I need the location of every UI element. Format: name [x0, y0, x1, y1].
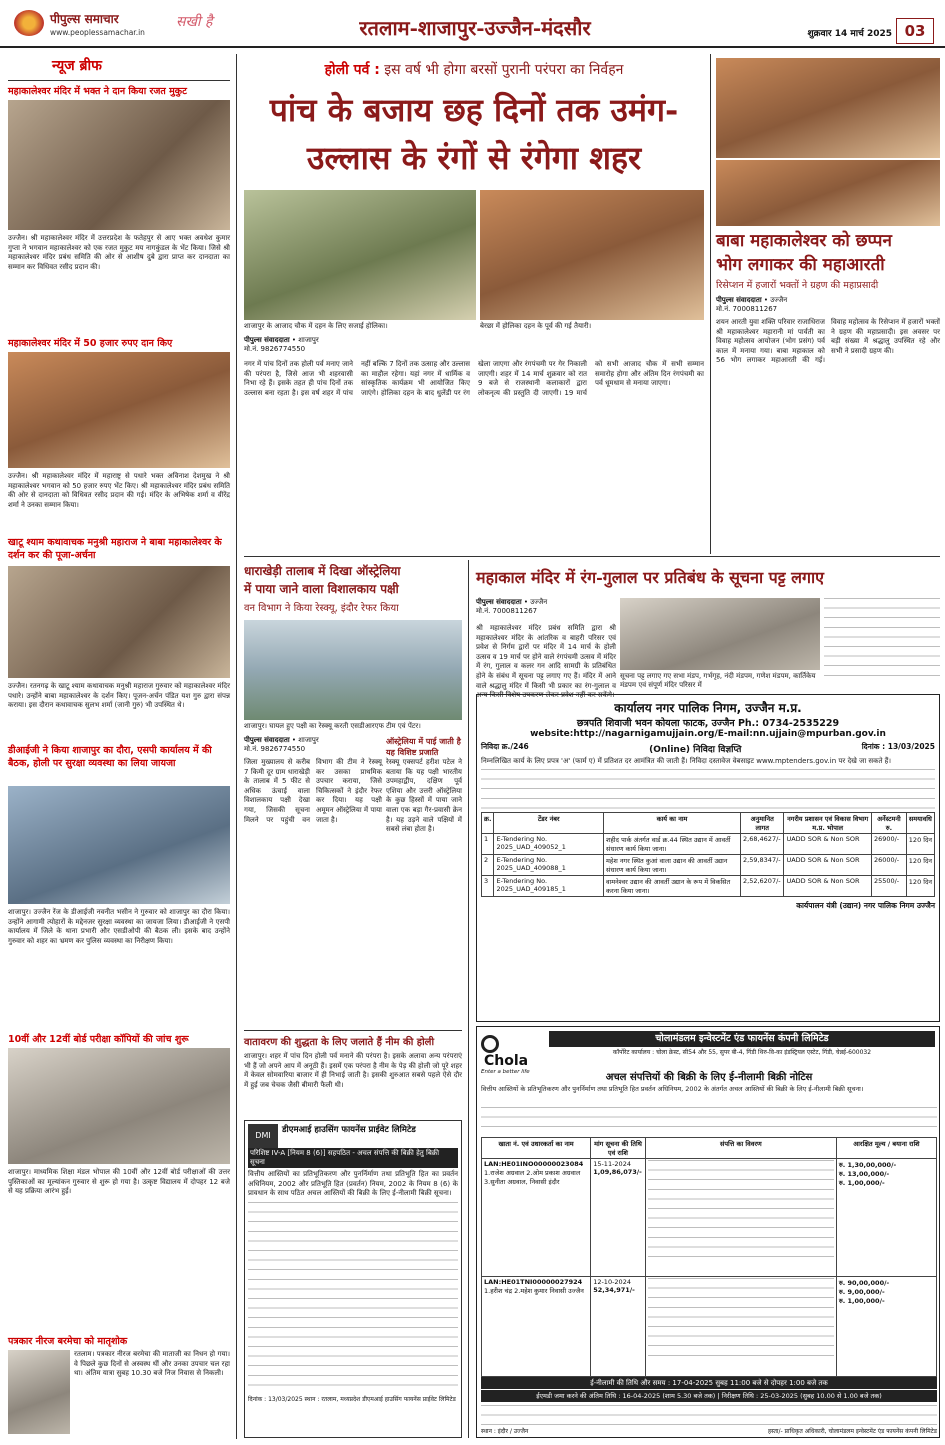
- lead-byline: पीपुल्स संवाददाता • शाजापुर: [244, 336, 319, 344]
- brief-headline-6: पत्रकार नीरज बरमेचा को मातृशोक: [8, 1336, 128, 1347]
- chola-amount: 52,34,971/-: [593, 1286, 635, 1294]
- dhara-headline-line-2: में पाया जाने वाला विशालकाय पक्षी: [244, 582, 399, 596]
- cell: 25500/-: [871, 875, 906, 896]
- chola-logo-tag: Enter a better life: [481, 1069, 530, 1075]
- dhara-byline-box: [244, 736, 354, 756]
- brief-photo-5: [8, 1048, 230, 1164]
- dhara-subhead: वन विभाग ने किया रेस्क्यू, इंदौर रेफर किया: [244, 603, 399, 614]
- table-row: [482, 833, 935, 854]
- chola-footer-sign: हस्ता/- प्राधिकृत अधिकारी, चोलामंडलम इन्वेस्टमेंट एंड फायनेंस कंपनी लिमिटेड: [767, 1428, 937, 1435]
- cell: 120 दिन: [906, 875, 934, 896]
- chola-borrowers: 1.राजेश अग्रवाल 2.ओम प्रकाश अग्रवाल 3.सुनीता अग्रवाल, निवासी इंदौर: [484, 1169, 581, 1186]
- dhara-sidebar: [386, 736, 462, 1026]
- cell: 2,59,8347/-: [741, 854, 784, 875]
- tender-signature: कार्यपालन यंत्री (उद्यान) नगर पालिक निगम उज्जैन: [796, 900, 935, 910]
- cell: 26000/-: [871, 854, 906, 875]
- chola-emd: रु. 13,00,000/-: [838, 1170, 890, 1178]
- section-title-text: रतलाम-शाजापुर-उज्जैन-मंदसौर: [359, 16, 591, 40]
- lead-photo-caption-2: बेरछा में होलिका दहन के पूर्व की गई तैयारी।: [480, 322, 592, 330]
- lead-body: नगर में पांच दिनों तक होली पर्व मनाए जाने की परंपरा है, जिसे आज भी शहरवासी निभा रहे हैं। इसके तहत ही पांच दिनों तक उल्लास बना रहता है। इस वर्ष शहर में पांच नहीं बल्कि 7 दिनों तक उत्साह और उल्लास का माहौल रहेगा। यहां नगर में धार्मिक व सांस्कृतिक कार्यक्रम भी आयोजित किए जाएंगे। होलिका दहन के बाद धुलेंडी पर रंग खेला जाएगा और रंगपंचमी पर गेर निकाली जाएगी। शहर में 14 मार्च शुक्रवार को रात 9 बजे से राजस्थानी कलाकारों द्वारा लोकनृत्य की प्रस्तुति दी जाएगी। 19 मार्च को सभी आजाद चौक में सभी सम्मान समारोह होगा और अंतिम दिन रंगपंचमी का पर्व धूमधाम से मनाया जाएगा।: [244, 360, 704, 397]
- cell: [591, 1277, 646, 1377]
- dhara-headline-line-1: धाराखेड़ी तालाब में दिखा ऑस्ट्रेलिया: [244, 564, 401, 578]
- lead-headline-line-1: पांच के बजाय छह दिनों तक उमंग-: [269, 91, 679, 129]
- tender-notice: [476, 694, 940, 1022]
- th-tender: टेंडर नंबर: [494, 812, 604, 833]
- dhara-sidebar-title-2: यह विशिष्ट प्रजाति: [386, 748, 439, 757]
- tender-ref-date: दिनांक : 13/03/2025: [861, 742, 935, 751]
- tender-address: छत्रपति शिवाजी भवन कोयला फाटक, उज्जैन Ph.: 0734-2535229: [576, 718, 840, 729]
- divider: [8, 80, 230, 81]
- chola-logo: [481, 1031, 545, 1075]
- dhara-photo: [244, 620, 462, 720]
- cell: 120 दिन: [906, 854, 934, 875]
- masthead: [0, 0, 945, 48]
- column-divider: [468, 560, 469, 1438]
- th-account: खाता नं. एवं उधारकर्ता का नाम: [482, 1138, 591, 1159]
- brief-headline-3: खाटू श्याम कथावाचक मनुश्री महाराज ने बाबा महाकालेश्वर के दर्शन कर की पूजा-अर्चना: [8, 537, 222, 561]
- dhara-body: जिला मुख्यालय से करीब 7 किमी दूर ग्राम धाराखेड़ी के तालाब में 5 फीट से अधिक ऊंचाई वाला विशालकाय पक्षी देखा गया, जिसकी सूचना मिलने पर पहुंची वन विभाग की टीम ने रेस्क्यू कर उसका प्राथमिक उपचार कराया, जिसे चिकित्सकों ने इंदौर रेफर कर दिया। यह पक्षी अमूमन ऑस्ट्रेलिया में पाया जाता है।: [244, 758, 382, 824]
- chola-terms: [481, 1405, 937, 1425]
- dmi-body: वित्तीय आस्तियों का प्रतिभूतिकरण और पुनर्निर्माण तथा प्रतिभूति हित का प्रवर्तन अधिनियम, 2002 और प्रतिभूति हित (प्रवर्तन) नियम, 2002 के नियम 8 (6) के प्रावधान के साथ पठित अचल आस्तियों की बिक्री के लिए ई-नीलामी बिक्री सूचना।: [248, 1170, 458, 1198]
- bhog-byline-name: पीपुल्स संवाददाता: [716, 296, 762, 304]
- table-row: [482, 1277, 937, 1377]
- lead-kicker: [244, 60, 704, 82]
- dmi-company: डीएमआई हाउसिंग फायनेंस प्राईवेट लिमिटेड: [282, 1125, 416, 1135]
- cell: 3: [482, 875, 494, 896]
- table-row: [482, 1159, 937, 1277]
- brief-photo-4: [8, 786, 230, 904]
- chola-property-text: [648, 1278, 834, 1360]
- bhog-byline: पीपुल्स संवाददाता • उज्जैन: [716, 296, 788, 304]
- cell: UADD SOR & Non SOR: [784, 854, 872, 875]
- cell: [836, 1159, 936, 1277]
- chola-amount: 1,09,86,073/-: [593, 1168, 642, 1176]
- cell: 26900/-: [871, 833, 906, 854]
- cell: UADD SOR & Non SOR: [784, 875, 872, 896]
- brief-photo-6: [8, 1350, 70, 1434]
- lead-kicker-text: इस वर्ष भी होगा बरसों पुरानी परंपरा का निर्वहन: [379, 62, 624, 78]
- chola-reserve: रु. 1,30,00,000/-: [838, 1161, 897, 1169]
- brief-headline-5: 10वीं और 12वीं बोर्ड परीक्षा कॉपियों की जांच शुरू: [8, 1034, 189, 1045]
- chola-footer-place: स्थान : इंदौर / उज्जैन: [481, 1428, 529, 1435]
- dhara-sidebar-title-1: ऑस्ट्रेलिया में पाई जाती है: [386, 737, 461, 746]
- gulal-headline: महाकाल मंदिर में रंग-गुलाल पर प्रतिबंध के सूचना पट्ट लगाए: [476, 568, 825, 587]
- brief-body-2: उज्जैन। श्री महाकालेश्वर मंदिर में महाराष्ट्र से पधारे भक्त अविनाश देशमुख ने श्री महाकालेश्वर भगवान को 50 हजार रुपए भेंट किए। श्री महाकालेश्वर मंदिर प्रबंध समिति की ओर से दानदाता को विधिवत रसीद प्रदान की गई। मंदिर के अभिषेक शर्मा व वीरेंद्र शर्मा ने उनका सम्मान किया।: [8, 472, 230, 509]
- cell: 1: [482, 833, 494, 854]
- chola-borrowers: 1.हरीश चंद्र 2.महेश कुमार निवासी उज्जैन: [484, 1287, 584, 1295]
- gulal-body-col-1: श्री महाकालेश्वर मंदिर प्रबंध समिति द्वारा श्री महाकालेश्वर मंदिर के आंतरिक व बाहरी परिसर एवं प्रवेश से निर्गम द्वारों पर मंदिर में 14 मार्च के होली उत्सव व 19 मार्च पर होने वाले रंगपंचमी उत्सव में मंदिर में रंग, गुलाल व कलर गन आदि सामग्री के प्रतिबंधित होने के संबंध में सूचना पट्ट लगाए गए हैं। मंदिर में आने वाले श्रद्धालु मंदिर में किसी भी प्रकार का रंग-गुलाल व अन्य किसी विशेष उपकरण लेकर प्रवेश नहीं कर सकेंगे।: [476, 624, 616, 700]
- th-demand: मांग सूचना की तिथि एवं राशि: [591, 1138, 646, 1159]
- th-property: संपत्ति का विवरण: [645, 1138, 836, 1159]
- lead-byline-place: शाजापुर: [298, 336, 319, 344]
- tender-table-header: [482, 812, 935, 833]
- cell: [591, 1159, 646, 1277]
- bhog-photo-1: [716, 58, 940, 158]
- gulal-body-col-2: [824, 598, 940, 688]
- cell: [482, 1277, 591, 1377]
- lead-photo-1: [244, 190, 476, 320]
- lead-byline-box: [244, 336, 354, 358]
- tender-notice-title: (Online) निविदा विज्ञप्ति: [649, 745, 742, 755]
- cell: E-Tendering No. 2025_UAD_409088_1: [494, 854, 604, 875]
- tender-ref-row: [481, 742, 935, 755]
- gulal-byline-place: उज्जैन: [530, 598, 548, 606]
- chola-fine-print: [481, 1107, 937, 1133]
- brief-body-3: उज्जैन। रतनगढ़ के खाटू श्याम कथावाचक मनुश्री महाराज गुरुवार को महाकालेश्वर मंदिर पधारे। उन्होंने बाबा महाकालेश्वर के दर्शन किए। पूजन-अर्चन पंडित यश गुरु द्वारा संपन्न कराया। इस दौरान कथावाचक सुलभ शर्मा (जानी गुरु) भी उपस्थित थे।: [8, 682, 230, 710]
- gulal-photo: [620, 598, 820, 670]
- chola-notice-title: अचल संपत्तियों की बिक्री के लिए ई-नीलामी बिक्री नोटिस: [605, 1072, 813, 1083]
- lead-kicker-label: होली पर्व :: [324, 62, 380, 78]
- th-reserve: आरक्षित मूल्य / बयाना राशि: [836, 1138, 936, 1159]
- cell: वामनेश्वर उद्यान की आवर्ती उद्यान के रूप में विकसित करना किया जाना।: [604, 875, 741, 896]
- cell: 120 दिन: [906, 833, 934, 854]
- chola-emd: रु. 9,00,000/-: [838, 1288, 885, 1296]
- tagline: सखी है: [176, 14, 213, 30]
- bhog-body: शयन आरती युवा शक्ति परिवार राजाधिराज श्री महाकालेश्वर महारानी मां पार्वती का विवाह महोत्सव आयोजन (भोग प्रसंग) पर्व काल में मनाया गया। बाबा महाकाल को 56 भोग लगाकर महाआरती की गई। विवाह महोत्सव के रिसेप्शन में हजारों भक्तों ने ग्रहण की महाप्रसादी। इस अवसर पर बड़ी संख्या में श्रद्धालु उपस्थित रहे और सभी ने प्रसादी ग्रहण की।: [716, 318, 940, 365]
- dhara-mobile: मो.नं. 9826774550: [244, 745, 306, 753]
- chola-reserve: रु. 90,00,000/-: [838, 1279, 890, 1287]
- lead-photo-caption-1: शाजापुर के आजाद चौक में दहन के लिए सजाई होलिका।: [244, 322, 388, 330]
- bhog-headline-line-2: भोग लगाकर की महाआरती: [716, 255, 885, 275]
- cell: UADD SOR & Non SOR: [784, 833, 872, 854]
- chola-notice-date: 15-11-2024: [593, 1160, 631, 1168]
- column-divider: [236, 54, 237, 1439]
- brief-body-1: उज्जैन। श्री महाकालेश्वर मंदिर में उत्तरप्रदेश के फतेहपुर से आए भक्त अवधेश कुमार गुप्ता ने भगवान महाकालेश्वर को एक रजत मुकुट मय नागकुंडल के भेंट किया। जिसे श्री महाकालेश्वर मंदिर प्रबंध समिति की ओर से आशीष दुबे द्वारा प्राप्त कर दानदाता का सम्मान कर विधिवत रसीद प्रदान की।: [8, 234, 230, 271]
- chola-table: [481, 1137, 937, 1377]
- table-row: [482, 854, 935, 875]
- chola-company: चोलामंडलम इन्वेस्टमेंट एंड फायनेंस कंपनी लिमिटेड: [549, 1031, 935, 1047]
- chola-property-text: [648, 1160, 834, 1260]
- tender-office: कार्यालय नगर पालिक निगम, उज्जैन म.प्र.: [614, 701, 802, 715]
- dhara-byline-place: शाजापुर: [298, 736, 319, 744]
- cell: 2,52,6207/-: [741, 875, 784, 896]
- news-brief-column: [8, 54, 230, 1439]
- brief-headline-4: डीआईजी ने किया शाजापुर का दौरा, एसपी कार्यालय में की बैठक, होली पर सुरक्षा व्यवस्था का लिया जायजा: [8, 745, 212, 769]
- brief-headline-1: महाकालेश्वर मंदिर में भक्त ने दान किया रजत मुकुट: [8, 86, 187, 97]
- chola-increment: रु. 1,00,000/-: [838, 1297, 885, 1305]
- chola-emd-line: ईएमडी जमा करने की अंतिम तिथि : 16-04-2025 (शाम 5.30 बजे तक) | निरीक्षण तिथि : 25-03-2025 (सुबह 10.00 से 1.00 बजे तक): [481, 1390, 937, 1402]
- column-divider: [710, 54, 711, 554]
- tender-table: [481, 812, 935, 897]
- chola-logo-icon: [481, 1035, 499, 1053]
- paper-website[interactable]: www.peoplessamachar.in: [50, 28, 145, 37]
- dhara-byline-name: पीपुल्स संवाददाता: [244, 736, 290, 744]
- cell: 2: [482, 854, 494, 875]
- section-title: [240, 14, 710, 44]
- cell: महेश नगर स्थित कुआं वाला उद्यान की आवर्ती उद्यान संधारण कार्य किया जाना।: [604, 854, 741, 875]
- dhara-photo-caption: शाजापुर। घायल हुए पक्षी का रेस्क्यू करती एसडीआरएफ टीम एवं पेंटर।: [244, 722, 421, 730]
- chola-notice: [476, 1026, 940, 1438]
- cell: [645, 1277, 836, 1377]
- bhog-mobile: मो.नं. 7000811267: [716, 305, 778, 313]
- dmi-logo: DMI: [248, 1124, 278, 1148]
- chola-account: LAN:HE01INO00000023084: [484, 1160, 584, 1168]
- tender-website[interactable]: website:http://nagarnigamujjain.org/E-mail:nn.ujjain@mpurban.gov.in: [530, 729, 886, 739]
- bhog-subhead: रिसेप्शन में हजारों भक्तों ने ग्रहण की महाप्रसादी: [716, 280, 879, 291]
- chola-account: LAN:HE01TNI00000027924: [484, 1278, 583, 1286]
- gulal-byline-name: पीपुल्स संवाददाता: [476, 598, 522, 606]
- th-emd: अर्नेस्टमनी रु.: [871, 812, 906, 833]
- brief-body-5: शाजापुर। माध्यमिक शिक्षा मंडल भोपाल की 10वीं और 12वीं बोर्ड परीक्षाओं की उत्तर पुस्तिकाओं का मूल्यांकन गुरुवार से शुरू हो गया है। उत्कृष्ट विद्यालय में दोपहर 12 बजे से यह प्रक्रिया आरंभ हुई।: [8, 1168, 230, 1196]
- chola-intro: वित्तीय आस्तियों के प्रतिभूतिकरण और पुनर्निर्माण तथा प्रतिभूति हित प्रवर्तन अधिनियम, 2002 के अंतर्गत अचल आस्तियों की बिक्री के लिए ई-नीलामी बिक्री सूचना।: [481, 1085, 864, 1093]
- brief-photo-2: [8, 352, 230, 468]
- cell: [482, 1159, 591, 1277]
- bhog-byline-place: उज्जैन: [770, 296, 788, 304]
- dhara-sidebar-body: रेस्क्यू एक्सपर्ट हरीश पटेल ने बताया कि यह पक्षी भारतीय उपमहाद्वीप, दक्षिण पूर्व एशिया और उत्तरी ऑस्ट्रेलिया के कुछ हिस्सों में पाया जाने वाला एक बड़ा गैर-प्रवासी क्रेन है। यह उड़ने वाले पक्षियों में सबसे लंबा होता है।: [386, 758, 462, 834]
- neem-body: शाजापुर। शहर में पांच दिन होली पर्व मनाने की परंपरा है। इसके अलावा अन्य परंपराएं भी हैं जो अपने आप में अनूठी हैं। इसमें एक परंपरा है नीम के पेड़ की होली जो पूरे शहर में केवल सोमवारिया बाजार में ही निभाई जाती है। इसकी शुरुआत सबसे पहले ऐसे दौर में हुई जब चेचक जैसी बीमारी फैली थी।: [244, 1052, 462, 1089]
- lead-byline-name: पीपुल्स संवाददाता: [244, 336, 290, 344]
- chola-notice-date: 12-10-2024: [593, 1278, 631, 1286]
- tender-intro: निम्नलिखित कार्य के लिए प्रपत्र 'अ' (फार्म ए) में प्रतिशत दर आमंत्रित की जाती हैं। निविदा दस्तावेज वेबसाइट www.mptenders.gov.in पर देखे जा सकते हैं।: [481, 757, 892, 765]
- cell: [645, 1159, 836, 1277]
- table-row: [482, 875, 935, 896]
- th-work: कार्य का नाम: [604, 812, 741, 833]
- gulal-photo-caption: सूचना पट्ट लगाए गए सभा मंडप, गर्भगृह, नंदी मंडपम, गणेश मंडपम, कार्तिकेय मंडपम एवं संपूर्ण मंदिर परिसर में: [620, 672, 816, 689]
- brief-body-4: शाजापुर। उज्जैन रेंज के डीआईजी नवनीत भसीन ने गुरुवार को शाजापुर का दौरा किया। उन्होंने आगामी त्योहारों के मद्देनजर सुरक्षा व्यवस्था का जायजा लिया। डीआईजी ने एसपी कार्यालय में जिले के थाना प्रभारी और एसडीओपी की बैठक ली। इसके बाद उन्होंने गुरुवार को शहर का भ्रमण कर पुलिस व्यवस्था का निरीक्षण किया।: [8, 908, 230, 945]
- th-no: क्र.: [482, 812, 494, 833]
- th-sor: नगरीय प्रशासन एवं विकास विभाग म.प्र. भोपाल: [784, 812, 872, 833]
- brief-photo-3: [8, 566, 230, 678]
- section-divider: [244, 556, 940, 557]
- paper-name: पीपुल्स समाचार: [50, 12, 119, 26]
- chola-logo-text: Chola: [484, 1053, 529, 1069]
- dmi-notice: [244, 1120, 462, 1438]
- cell: शहीद पार्क अंतर्गत वार्ड क्र.44 स्थित उद्यान में आवर्ती संधारण कार्य किया जाना।: [604, 833, 741, 854]
- bhog-byline-box: [716, 296, 826, 316]
- brief-headline-2: महाकालेश्वर मंदिर में 50 हजार रुपए दान किए: [8, 338, 173, 349]
- lead-headline-line-2: उल्लास के रंगों से रंगेगा शहर: [306, 139, 642, 177]
- tender-ref: निविदा क्र./246: [481, 742, 529, 751]
- chola-address: कॉर्पोरेट कार्यालय : चोला क्रेस्ट, सी54 और 55, सुपर बी-4, गिंडी थिरु-वि-का इंडस्ट्रियल एस्टेट, गिंडी, चेन्नई-600032: [612, 1049, 872, 1056]
- news-brief-label: न्यूज ब्रीफ: [52, 58, 102, 74]
- lead-mobile: मो.नं. 9826774550: [244, 345, 306, 353]
- bhog-headline-line-1: बाबा महाकालेश्वर को छप्पन: [716, 231, 892, 251]
- page-date: शुक्रवार 14 मार्च 2025: [807, 29, 892, 39]
- neem-headline: वातावरण की शुद्धता के लिए जलाते हैं नीम की होली: [244, 1037, 435, 1048]
- cell: E-Tendering No. 2025_UAD_409052_1: [494, 833, 604, 854]
- divider: [244, 1030, 462, 1031]
- dmi-footer: दिनांक : 13/03/2025 स्थान : रतलाम, मध्यप्रदेश डीएमआई हाउसिंग फायनेंस प्राईवेट लिमिटेड: [248, 1395, 456, 1403]
- cell: [836, 1277, 936, 1377]
- page-number: 03: [896, 18, 934, 44]
- tender-fine-print: [481, 769, 935, 809]
- dhara-byline: पीपुल्स संवाददाता • शाजापुर: [244, 736, 319, 744]
- lead-photo-2: [480, 190, 704, 320]
- chola-increment: रु. 1,00,000/-: [838, 1179, 885, 1187]
- cell: E-Tendering No. 2025_UAD_409185_1: [494, 875, 604, 896]
- th-cost: अनुमानित लागत: [741, 812, 784, 833]
- dmi-notice-title: परिशिष्ट IV-A [नियम 8 (6)] सहपठित - अचल संपत्ति की बिक्री हेतु बिक्री सूचना: [248, 1148, 458, 1168]
- chola-auction-line: ई-नीलामी की तिथि और समय : 17-04-2025 सुबह 11:00 बजे से दोपहर 1:00 बजे तक: [481, 1377, 937, 1389]
- gulal-mobile: मो.नं. 7000811267: [476, 607, 538, 615]
- brief-photo-1: [8, 100, 230, 230]
- th-period: समयावधि: [906, 812, 934, 833]
- brief-body-6: रतलाम। पत्रकार नीरज बरमेचा की माताजी का निधन हो गया। वे पिछले कुछ दिनों से अस्वस्थ थीं और उनका उपचार चल रहा था। अंतिम यात्रा सुबह 10.30 बजे निज निवास से निकली।: [74, 1350, 230, 1378]
- dmi-fine-print: [248, 1202, 458, 1392]
- gulal-byline: पीपुल्स संवाददाता • उज्जैन: [476, 598, 548, 606]
- gulal-byline-box: [476, 598, 612, 620]
- paper-logo: [14, 10, 44, 36]
- chola-table-header: [482, 1138, 937, 1159]
- cell: 2,68,4627/-: [741, 833, 784, 854]
- gulal-fine-print: [824, 598, 940, 684]
- bhog-photo-2: [716, 160, 940, 226]
